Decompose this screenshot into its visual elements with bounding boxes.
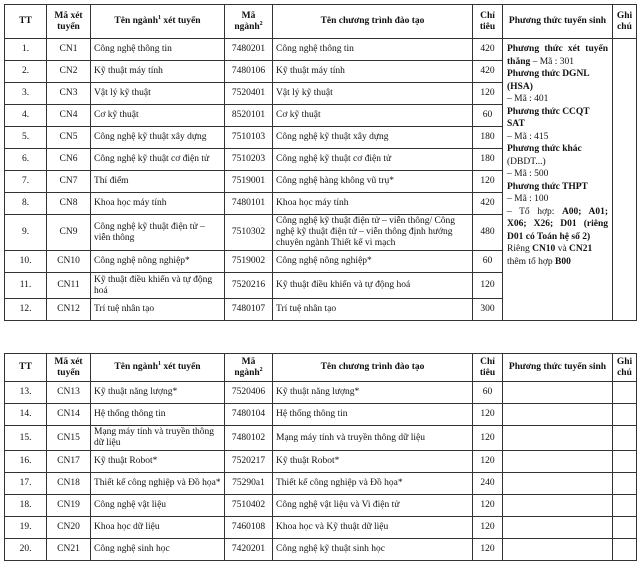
- cell-chi-tieu: 420: [473, 61, 503, 83]
- table-row: [5, 404, 637, 426]
- cell-chuong-trinh: Công nghệ nông nghiệp*: [273, 251, 473, 273]
- cell-ma-xet-tuyen: CN7: [47, 171, 91, 193]
- cell-ma-nganh: 7510203: [225, 149, 273, 171]
- cell-ten-nganh: Mạng máy tính và truyền thông dữ liệu: [91, 426, 225, 451]
- cell-ma-nganh: 7510103: [225, 127, 273, 149]
- cell-ten-nganh: Kỹ thuật máy tính: [91, 61, 225, 83]
- cell-ten-nganh: Khoa học dữ liệu: [91, 517, 225, 539]
- cell-chuong-trinh: Cơ kỹ thuật: [273, 105, 473, 127]
- table-row: [5, 39, 637, 61]
- cell-chuong-trinh: Kỹ thuật Robot*: [273, 451, 473, 473]
- method-thpt: Phương thức THPT: [507, 181, 588, 192]
- cell-ten-nganh: Công nghệ kỹ thuật cơ điện tử: [91, 149, 225, 171]
- cell-chi-tieu: 180: [473, 149, 503, 171]
- cell-ten-nganh: Kỹ thuật điều khiển và tự động hoá: [91, 273, 225, 299]
- cell-ten-nganh: Công nghệ kỹ thuật điện tử – viễn thông: [91, 215, 225, 251]
- cell-ma-xet-tuyen: CN18: [47, 473, 91, 495]
- cell-ma-xet-tuyen: CN5: [47, 127, 91, 149]
- cell-tt: 6.: [5, 149, 47, 171]
- header-tt: TT: [5, 5, 47, 39]
- cell-phuong-thuc: [503, 495, 613, 517]
- cell-chi-tieu: 420: [473, 39, 503, 61]
- cell-chuong-trinh: Công nghệ kỹ thuật điện tử – viễn thông/ Công nghệ kỹ thuật điện tử – viễn thông định hướng chuyên ngành Thiết kế vi mạch: [273, 215, 473, 251]
- cell-ten-nganh: Công nghệ nông nghiệp*: [91, 251, 225, 273]
- cell-chi-tieu: 240: [473, 473, 503, 495]
- cell-ma-nganh: 7460108: [225, 517, 273, 539]
- cell-tt: 19.: [5, 517, 47, 539]
- cell-tt: 11.: [5, 273, 47, 299]
- cell-ma-xet-tuyen: CN14: [47, 404, 91, 426]
- cell-chuong-trinh: Kỹ thuật máy tính: [273, 61, 473, 83]
- cell-chi-tieu: 480: [473, 215, 503, 251]
- header-ten-nganh: Tên ngành$^1$ xét tuyển: [91, 354, 225, 382]
- cell-ten-nganh: Cơ kỹ thuật: [91, 105, 225, 127]
- cell-ma-nganh: 7480104: [225, 404, 273, 426]
- cell-chi-tieu: 300: [473, 299, 503, 321]
- table-header-row: [5, 5, 637, 39]
- cell-chi-tieu: 120: [473, 495, 503, 517]
- cell-tt: 10.: [5, 251, 47, 273]
- admissions-table-1: [4, 4, 637, 321]
- cell-chi-tieu: 120: [473, 426, 503, 451]
- cell-tt: 3.: [5, 83, 47, 105]
- cell-chuong-trinh: Vật lý kỹ thuật: [273, 83, 473, 105]
- cell-phuong-thuc: [503, 426, 613, 451]
- cell-chi-tieu: 120: [473, 539, 503, 561]
- header-ma-nganh: Mã ngành$^2$: [225, 5, 273, 39]
- cell-chuong-trinh: Công nghệ kỹ thuật xây dựng: [273, 127, 473, 149]
- cell-ma-xet-tuyen: CN9: [47, 215, 91, 251]
- header-tt: TT: [5, 354, 47, 382]
- cell-ma-xet-tuyen: CN2: [47, 61, 91, 83]
- cell-ma-nganh: 7520406: [225, 382, 273, 404]
- cell-ma-nganh: 7480107: [225, 299, 273, 321]
- cell-ma-nganh: 7510402: [225, 495, 273, 517]
- method-hsa: Phương thức DGNL (HSA): [507, 69, 590, 92]
- cell-ma-xet-tuyen: CN10: [47, 251, 91, 273]
- cell-tt: 17.: [5, 473, 47, 495]
- cell-ma-xet-tuyen: CN6: [47, 149, 91, 171]
- cell-chi-tieu: 120: [473, 451, 503, 473]
- cell-ma-xet-tuyen: CN8: [47, 193, 91, 215]
- cell-ma-nganh: 7510302: [225, 215, 273, 251]
- cell-phuong-thuc: [503, 404, 613, 426]
- cell-tt: 18.: [5, 495, 47, 517]
- cell-chuong-trinh: Công nghệ kỹ thuật sinh học: [273, 539, 473, 561]
- cell-ma-xet-tuyen: CN12: [47, 299, 91, 321]
- subject-combinations: A00; A01; X06; X26; D01 (riêng D01 có Toán hệ số 2): [507, 206, 609, 242]
- cell-ma-nganh: 7480102: [225, 426, 273, 451]
- cell-tt: 9.: [5, 215, 47, 251]
- cell-tt: 20.: [5, 539, 47, 561]
- cell-ten-nganh: Kỹ thuật năng lượng*: [91, 382, 225, 404]
- cell-tt: 2.: [5, 61, 47, 83]
- cell-chuong-trinh: Công nghệ thông tin: [273, 39, 473, 61]
- header-chi-tieu: Chỉ tiêu: [473, 354, 503, 382]
- cell-chi-tieu: 120: [473, 517, 503, 539]
- cell-ten-nganh: Hệ thống thông tin: [91, 404, 225, 426]
- cell-ten-nganh: Kỹ thuật Robot*: [91, 451, 225, 473]
- cell-phuong-thuc: [503, 451, 613, 473]
- header-ten-nganh: Tên ngành$^1$ xét tuyển: [91, 5, 225, 39]
- cell-ten-nganh: Công nghệ kỹ thuật xây dựng: [91, 127, 225, 149]
- cell-ghi-chu: [613, 426, 637, 451]
- cell-ghi-chu: [613, 404, 637, 426]
- cell-ma-xet-tuyen: CN13: [47, 382, 91, 404]
- cell-ten-nganh: Công nghệ vật liệu: [91, 495, 225, 517]
- header-ma-xet-tuyen: Mã xét tuyển: [47, 354, 91, 382]
- cell-tt: 14.: [5, 404, 47, 426]
- cell-chuong-trinh: Công nghệ vật liệu và Vi điện tử: [273, 495, 473, 517]
- cell-ghi-chu: [613, 473, 637, 495]
- header-chi-tieu: Chỉ tiêu: [473, 5, 503, 39]
- cell-chuong-trinh: Khoa học và Kỹ thuật dữ liệu: [273, 517, 473, 539]
- table-row: [5, 473, 637, 495]
- cell-chuong-trinh: Trí tuệ nhân tạo: [273, 299, 473, 321]
- cell-chi-tieu: 120: [473, 404, 503, 426]
- cell-chi-tieu: 120: [473, 171, 503, 193]
- table-row: [5, 451, 637, 473]
- cell-chuong-trinh: Kỹ thuật năng lượng*: [273, 382, 473, 404]
- header-ghi-chu: Ghi chú: [613, 5, 637, 39]
- cell-chi-tieu: 60: [473, 382, 503, 404]
- cell-ten-nganh: Thiết kế công nghiệp và Đồ họa*: [91, 473, 225, 495]
- cell-ten-nganh: Công nghệ thông tin: [91, 39, 225, 61]
- cell-ghi-chu: [613, 382, 637, 404]
- cell-ma-nganh: 7480201: [225, 39, 273, 61]
- cell-ghi-chu: [613, 517, 637, 539]
- cell-chi-tieu: 60: [473, 251, 503, 273]
- cell-ma-nganh: 7520401: [225, 83, 273, 105]
- cell-tt: 1.: [5, 39, 47, 61]
- cell-chi-tieu: 60: [473, 105, 503, 127]
- cell-ten-nganh: Thí điểm: [91, 171, 225, 193]
- cell-chuong-trinh: Mạng máy tính và truyền thông dữ liệu: [273, 426, 473, 451]
- cell-ten-nganh: Vật lý kỹ thuật: [91, 83, 225, 105]
- cell-ghi-chu: [613, 39, 637, 321]
- cell-chi-tieu: 180: [473, 127, 503, 149]
- cell-ma-nganh: 7420201: [225, 539, 273, 561]
- cell-ma-xet-tuyen: CN3: [47, 83, 91, 105]
- cell-ma-xet-tuyen: CN17: [47, 451, 91, 473]
- admissions-table-2: [4, 353, 637, 561]
- table-row: [5, 539, 637, 561]
- cell-ma-nganh: 75290a1: [225, 473, 273, 495]
- cell-ma-xet-tuyen: CN19: [47, 495, 91, 517]
- cell-ghi-chu: [613, 451, 637, 473]
- cell-phuong-thuc: [503, 517, 613, 539]
- cell-chuong-trinh: Công nghệ kỹ thuật cơ điện tử: [273, 149, 473, 171]
- table-header-row: [5, 354, 637, 382]
- cell-ma-nganh: 7480106: [225, 61, 273, 83]
- cell-ghi-chu: [613, 495, 637, 517]
- cell-ma-xet-tuyen: CN1: [47, 39, 91, 61]
- cell-chuong-trinh: Thiết kế công nghiệp và Đồ họa*: [273, 473, 473, 495]
- cell-ten-nganh: Khoa học máy tính: [91, 193, 225, 215]
- cell-tt: 15.: [5, 426, 47, 451]
- table-row: [5, 517, 637, 539]
- cell-chuong-trinh: Công nghệ hàng không vũ trụ*: [273, 171, 473, 193]
- admission-methods-cell: Phương thức xét tuyển thẳng – Mã : 301 Phương thức DGNL (HSA) – Mã : 401 Phương thức CCQT SAT – Mã : 415 Phương thức khác (DBDT...) – Mã : 500 Phương thức THPT – Mã : 100 – Tổ hợp: A00; A01; X06; X26; D01 (riêng D01 có Toán hệ số 2) Riêng CN10 và CN21 thêm tổ hợp B00: [503, 39, 613, 321]
- table-row: [5, 426, 637, 451]
- cell-ma-nganh: 7519001: [225, 171, 273, 193]
- cell-ma-xet-tuyen: CN4: [47, 105, 91, 127]
- header-ghi-chu: Ghi chú: [613, 354, 637, 382]
- cell-chuong-trinh: Khoa học máy tính: [273, 193, 473, 215]
- cell-tt: 4.: [5, 105, 47, 127]
- header-chuong-trinh: Tên chương trình đào tạo: [273, 5, 473, 39]
- cell-ma-nganh: 7520217: [225, 451, 273, 473]
- cell-ma-nganh: 7480101: [225, 193, 273, 215]
- cell-ma-nganh: 7519002: [225, 251, 273, 273]
- cell-tt: 8.: [5, 193, 47, 215]
- cell-ten-nganh: Trí tuệ nhân tạo: [91, 299, 225, 321]
- method-sat: Phương thức CCQT SAT: [507, 106, 590, 129]
- cell-phuong-thuc: [503, 473, 613, 495]
- header-ma-xet-tuyen: Mã xét tuyển: [47, 5, 91, 39]
- cell-ten-nganh: Công nghệ sinh học: [91, 539, 225, 561]
- cell-ma-xet-tuyen: CN21: [47, 539, 91, 561]
- cell-tt: 12.: [5, 299, 47, 321]
- cell-ma-nganh: 7520216: [225, 273, 273, 299]
- cell-tt: 5.: [5, 127, 47, 149]
- header-phuong-thuc: Phương thức tuyển sinh: [503, 354, 613, 382]
- method-other: Phương thức khác: [507, 144, 582, 154]
- cell-chi-tieu: 120: [473, 273, 503, 299]
- cell-ma-xet-tuyen: CN20: [47, 517, 91, 539]
- cell-ghi-chu: [613, 539, 637, 561]
- cell-phuong-thuc: [503, 539, 613, 561]
- cell-ma-xet-tuyen: CN11: [47, 273, 91, 299]
- cell-chuong-trinh: Hệ thống thông tin: [273, 404, 473, 426]
- header-ma-nganh: Mã ngành$^2$: [225, 354, 273, 382]
- method-direct: Phương thức xét tuyển thẳng: [507, 44, 608, 67]
- cell-tt: 7.: [5, 171, 47, 193]
- cell-phuong-thuc: [503, 382, 613, 404]
- header-chuong-trinh: Tên chương trình đào tạo: [273, 354, 473, 382]
- cell-ma-xet-tuyen: CN15: [47, 426, 91, 451]
- cell-ma-nganh: 8520101: [225, 105, 273, 127]
- table-row: [5, 382, 637, 404]
- header-phuong-thuc: Phương thức tuyển sinh: [503, 5, 613, 39]
- cell-chuong-trinh: Kỹ thuật điều khiển và tự động hoá: [273, 273, 473, 299]
- cell-tt: 16.: [5, 451, 47, 473]
- cell-chi-tieu: 120: [473, 83, 503, 105]
- cell-chi-tieu: 420: [473, 193, 503, 215]
- table-row: [5, 495, 637, 517]
- cell-tt: 13.: [5, 382, 47, 404]
